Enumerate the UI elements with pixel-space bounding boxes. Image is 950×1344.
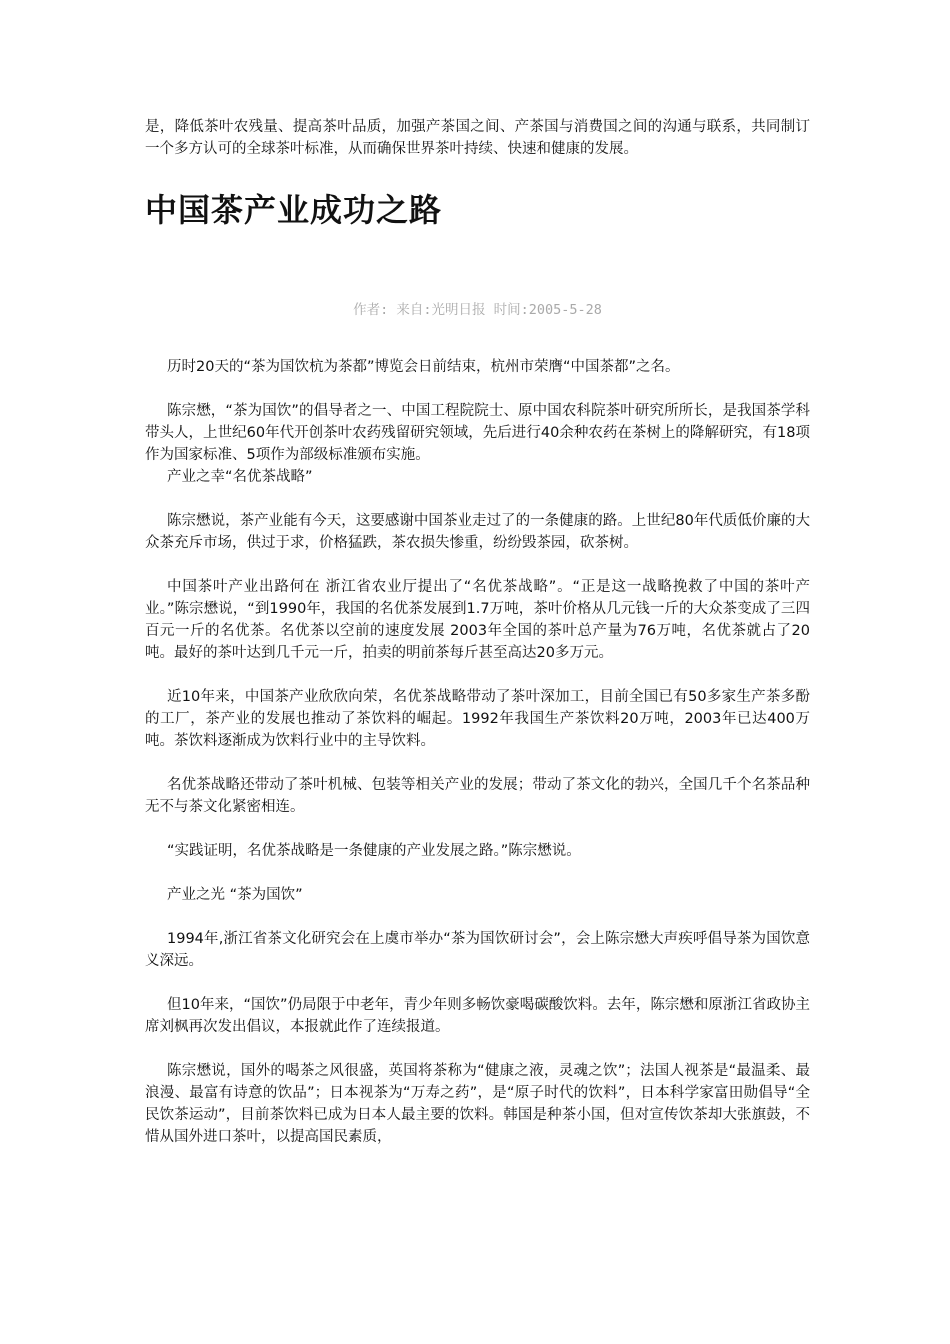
section-heading: 产业之光 “茶为国饮” bbox=[167, 887, 303, 903]
paragraph: 中国茶叶产业出路何在 浙江省农业厅提出了“名优茶战略”。“正是这一战略挽救了中国的茶叶产业。”陈宗懋说，“到1990年，我国的名优茶发展到1.7万吨，茶叶价格从几元钱一斤的大众茶变成了三四百元一斤的名优茶。名优茶以空前的速度发展 2003年全国的茶叶总产量为76万吨，名优茶就占了20吨。最好的茶叶达到几千元一斤，拍卖的明前茶每斤甚至高达20多万元。 bbox=[145, 579, 810, 661]
document-page bbox=[145, 116, 810, 1148]
article-title: 中国茶产业成功之路 bbox=[145, 191, 443, 229]
paragraph: “实践证明，名优茶战略是一条健康的产业发展之路。”陈宗懋说。 bbox=[167, 843, 581, 859]
paragraph: 陈宗懋说，茶产业能有今天，这要感谢中国茶业走过了的一条健康的路。上世纪80年代质低价廉的大众茶充斥市场，供过于求，价格猛跌，茶农损失惨重，纷纷毁茶园，砍茶树。 bbox=[145, 513, 810, 551]
paragraph: 近10年来，中国茶产业欣欣向荣，名优茶战略带动了茶叶深加工，目前全国已有50多家生产茶多酚的工厂，茶产业的发展也推动了茶饮料的崛起。1992年我国生产茶饮料20万吨，2003年已达400万吨。茶饮料逐渐成为饮料行业中的主导饮料。 bbox=[145, 689, 810, 749]
paragraph: 陈宗懋，“茶为国饮”的倡导者之一、中国工程院院士、原中国农科院茶叶研究所所长，是我国茶学科带头人，上世纪60年代开创茶叶农药残留研究领域，先后进行40余种农药在茶树上的降解研究，有18项作为国家标准、5项作为部级标准颁布实施。 bbox=[145, 403, 810, 463]
article-meta: 作者: 来自:光明日报 时间:2005-5-28 bbox=[353, 302, 602, 318]
section-heading: 产业之幸“名优茶战略” bbox=[167, 469, 313, 485]
paragraph: 历时20天的“茶为国饮杭为茶都”博览会日前结束，杭州市荣膺“中国茶都”之名。 bbox=[167, 359, 680, 375]
paragraph: 名优茶战略还带动了茶叶机械、包装等相关产业的发展；带动了茶文化的勃兴，全国几千个名茶品种无不与茶文化紧密相连。 bbox=[145, 777, 810, 815]
paragraph: 陈宗懋说，国外的喝茶之风很盛，英国将茶称为“健康之液，灵魂之饮”；法国人视茶是“最温柔、最浪漫、最富有诗意的饮品”；日本视茶为“万寿之药”，是“原子时代的饮料”，日本科学家富田勋倡导“全民饮茶运动”，目前茶饮料已成为日本人最主要的饮料。韩国是种茶小国，但对宣传饮茶却大张旗鼓，不惜从国外进口茶叶，以提高国民素质， bbox=[145, 1063, 810, 1145]
paragraph: 但10年来，“国饮”仍局限于中老年，青少年则多畅饮豪喝碳酸饮料。去年，陈宗懋和原浙江省政协主席刘枫再次发出倡议，本报就此作了连续报道。 bbox=[145, 997, 810, 1035]
paragraph: 1994年,浙江省茶文化研究会在上虞市举办“茶为国饮研讨会”，会上陈宗懋大声疾呼倡导茶为国饮意义深远。 bbox=[145, 931, 810, 969]
intro-paragraph: 是，降低茶叶农残量、提高茶叶品质，加强产茶国之间、产茶国与消费国之间的沟通与联系，共同制订一个多方认可的全球茶叶标准，从而确保世界茶叶持续、快速和健康的发展。 bbox=[145, 119, 810, 157]
